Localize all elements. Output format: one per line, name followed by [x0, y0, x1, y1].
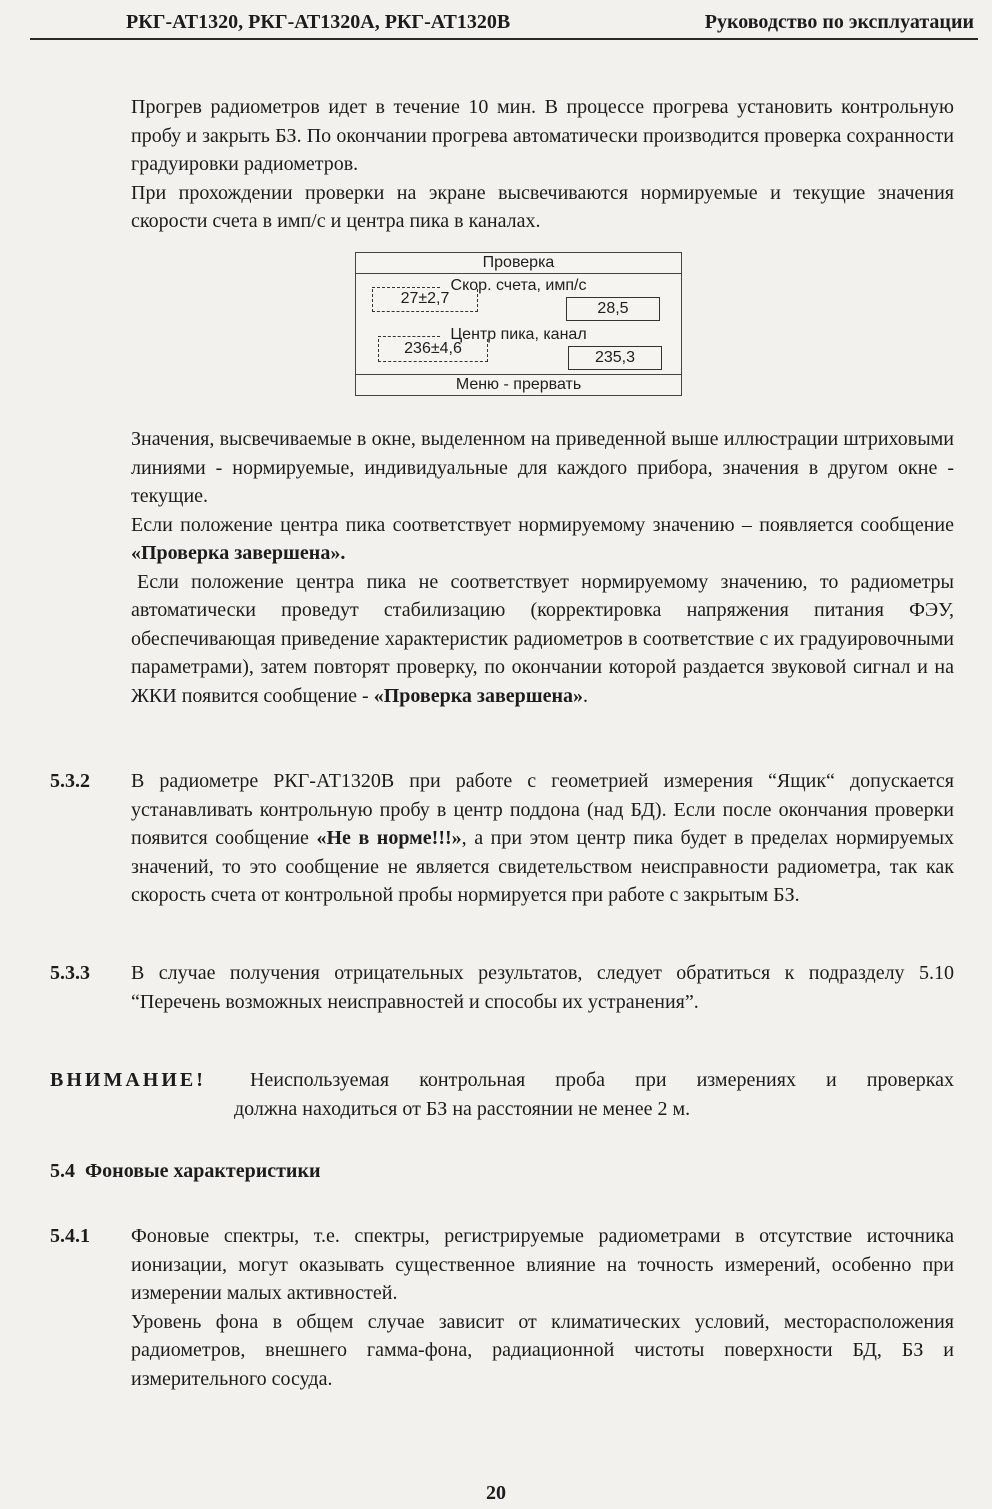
- screen-title: Проверка: [356, 253, 681, 274]
- peak-center-label: Центр пика, канал: [450, 326, 587, 343]
- section-5-4-1-paragraph-1: Фоновые спектры, т.е. спектры, регистрируемые радиометрами в отсутствие источника ионизации, могут оказывать существенное влияние на точность измерений, особенно при измерении малых активностей.: [131, 1225, 954, 1304]
- attention-note: [50, 1066, 954, 1123]
- section-5-3-2-body: [131, 767, 954, 910]
- intro-paragraph-1: Прогрев радиометров идет в течение 10 мин. В процессе прогрева установить контрольную пробу и закрыть БЗ. По окончании прогрева автоматически производится проверка сохранности градуировки радиометров.: [131, 96, 954, 175]
- section-5-3-3-number: 5.3.3: [50, 962, 90, 984]
- intro-paragraph-2: При прохождении проверки на экране высвечиваются нормируемые и текущие значения скорости счета в имп/с и центра пика в каналах.: [131, 181, 954, 232]
- count-rate-label: Скор. счета, имп/с: [450, 277, 587, 294]
- explanation-p3-end: .: [583, 684, 589, 707]
- explanation-paragraph-3: [131, 568, 954, 711]
- count-rate-current-value: 28,5: [566, 297, 660, 321]
- section-5-3-2-number: 5.3.2: [50, 770, 90, 792]
- section-5-4-title: 5.4 Фоновые характеристики: [50, 1160, 321, 1182]
- section-5-3-2-text-a: В радиометре РКГ-АТ1320В при работе с геометрией измерения “Ящик“ допускается устанавливать контрольную пробу в центр поддона (над БД). Если после окончания проверки появится сообщение: [131, 770, 954, 849]
- header-models: РКГ-АТ1320, РКГ-АТ1320А, РКГ-АТ1320В: [126, 11, 511, 33]
- section-5-4-1-paragraph-2: Уровень фона в общем случае зависит от климатических условий, месторасположения радиометров, внешнего гамма-фона, радиационной чистоты поверхности БД, БЗ и измерительного сосуда.: [131, 1310, 954, 1390]
- page-number: 20: [486, 1482, 506, 1504]
- count-rate-norm-dash: [372, 287, 440, 288]
- explanation-paragraph-1: Значения, высвечиваемые в окне, выделенном на приведенной выше иллюстрации штриховыми линиями - нормируемые, индивидуальные для каждого прибора, значения в другом окне - текущие.: [131, 428, 954, 507]
- screen-footer: Меню - прервать: [356, 374, 681, 395]
- explanation-block: [131, 425, 954, 710]
- section-5-4-1-body: [131, 1222, 954, 1393]
- section-5-3-2-bold: «Не в норме!!!»: [316, 827, 462, 849]
- explanation-p2-text: Если положение центра пика соответствует нормируемому значению – появляется сообщение: [131, 513, 954, 536]
- peak-center-current-value: 235,3: [568, 346, 662, 370]
- section-5-4-1-number: 5.4.1: [50, 1225, 90, 1247]
- section-5-3-2-text-b: , а при этом центр пика будет в пределах нормируемых значений, то это сообщение не является свидетельством неисправности радиометра, так как скорость счета от контрольной пробы нормируется при работе с закрытым БЗ.: [131, 827, 955, 906]
- attention-line-1: Неиспользуемая контрольная проба при измерениях и проверках: [249, 1069, 955, 1091]
- explanation-p3-text: Если положение центра пика не соответствует нормируемому значению, то радиометры автоматически проведут стабилизацию (корректировка напряжения питания ФЭУ, обеспечивающая приведение характеристик радиометров в соответствие с их градуировочными параметрами), затем повторят проверку, по окончании которой раздается звуковой сигнал и на ЖКИ появится сообщение -: [131, 570, 954, 707]
- section-5-3-3-body: [131, 959, 954, 1016]
- peak-center-norm-value: 236±4,6: [378, 339, 488, 362]
- section-5-3-3-text: В случае получения отрицательных результатов, следует обратиться к подразделу 5.10 “Перечень возможных неисправностей и способы их устранения”.: [131, 962, 954, 1013]
- explanation-p2-bold: «Проверка завершена».: [131, 542, 346, 564]
- attention-line-2: должна находиться от БЗ на расстоянии не менее 2 м.: [234, 1097, 691, 1120]
- page-header: [30, 8, 978, 40]
- peak-center-norm-dash: [378, 336, 440, 337]
- check-screen-illustration: [355, 252, 682, 396]
- attention-word: ВНИМАНИЕ!: [50, 1069, 206, 1091]
- explanation-paragraph-2: [131, 511, 954, 568]
- intro-block: [131, 93, 954, 236]
- count-rate-norm-value: 27±2,7: [372, 289, 478, 312]
- explanation-p3-bold: «Проверка завершена»: [373, 684, 584, 707]
- header-doc-title: Руководство по эксплуатации: [704, 11, 974, 33]
